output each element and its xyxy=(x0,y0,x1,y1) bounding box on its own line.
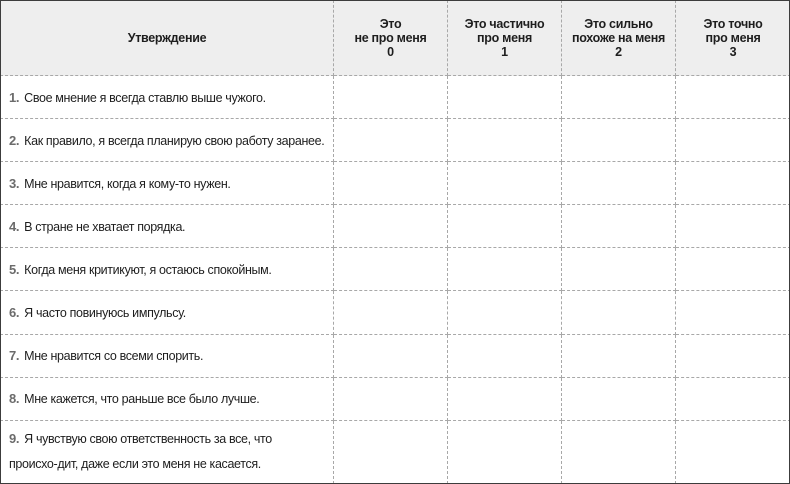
statement-text: Мне нравится, когда я кому-то нужен. xyxy=(24,176,231,191)
answer-cell-3[interactable] xyxy=(676,420,790,483)
statement-cell xyxy=(1,420,334,483)
statement-text: Мне нравится со всеми спорить. xyxy=(24,349,204,364)
table-row xyxy=(1,420,790,483)
statement-cell xyxy=(1,119,334,162)
answer-cell-2[interactable] xyxy=(562,334,676,377)
statement-cell xyxy=(1,334,334,377)
table-row xyxy=(1,119,790,162)
statement-cell xyxy=(1,248,334,291)
statement-cell xyxy=(1,291,334,334)
answer-cell-1[interactable] xyxy=(448,162,562,205)
statement-number: 1. xyxy=(9,89,20,105)
statement-number: 2. xyxy=(9,132,20,148)
answer-cell-1[interactable] xyxy=(448,377,562,420)
statement-cell xyxy=(1,76,334,119)
header-label: про меня xyxy=(705,31,761,45)
header-label: Это точно xyxy=(703,17,763,31)
statement-cell xyxy=(1,162,334,205)
header-label: Это частично xyxy=(464,17,545,31)
answer-cell-0[interactable] xyxy=(334,205,448,248)
table-row xyxy=(1,205,790,248)
statement-number: 3. xyxy=(9,175,20,191)
statement-text: Как правило, я всегда планирую свою работу заранее. xyxy=(24,133,325,148)
answer-cell-0[interactable] xyxy=(334,334,448,377)
answer-cell-0[interactable] xyxy=(334,162,448,205)
answer-cell-0[interactable] xyxy=(334,291,448,334)
answer-cell-3[interactable] xyxy=(676,334,790,377)
answer-cell-3[interactable] xyxy=(676,291,790,334)
answer-cell-1[interactable] xyxy=(448,334,562,377)
statement-text: В стране не хватает порядка. xyxy=(24,219,186,234)
statement-number: 6. xyxy=(9,305,20,321)
answer-cell-2[interactable] xyxy=(562,205,676,248)
answer-cell-2[interactable] xyxy=(562,76,676,119)
answer-cell-1[interactable] xyxy=(448,248,562,291)
table-row xyxy=(1,76,790,119)
table-row xyxy=(1,334,790,377)
header-col-1 xyxy=(448,1,562,76)
answer-cell-3[interactable] xyxy=(676,248,790,291)
statement-number: 7. xyxy=(9,348,20,364)
answer-cell-2[interactable] xyxy=(562,420,676,483)
answer-cell-1[interactable] xyxy=(448,291,562,334)
header-score: 2 xyxy=(615,45,622,59)
header-col-0 xyxy=(334,1,448,76)
answer-cell-2[interactable] xyxy=(562,119,676,162)
header-score: 1 xyxy=(501,45,508,59)
statement-text: Я часто повинуюсь импульсу. xyxy=(24,306,186,321)
table-row xyxy=(1,377,790,420)
table-row xyxy=(1,162,790,205)
statement-number: 5. xyxy=(9,261,20,277)
statement-text: Я чувствую свою ответственность за все, что происхо-дит, даже если это меня не касается. xyxy=(9,432,272,472)
header-row xyxy=(1,1,790,76)
statement-number: 9. xyxy=(9,431,20,447)
header-score: 0 xyxy=(387,45,394,59)
statement-text: Мне кажется, что раньше все было лучше. xyxy=(24,392,260,407)
answer-cell-0[interactable] xyxy=(334,119,448,162)
header-label: похоже на меня xyxy=(572,31,665,45)
statement-number: 8. xyxy=(9,391,20,407)
header-statement: Утверждение xyxy=(1,1,334,76)
header-col-3 xyxy=(676,1,790,76)
statement-text: Свое мнение я всегда ставлю выше чужого. xyxy=(24,90,266,105)
answer-cell-1[interactable] xyxy=(448,420,562,483)
answer-cell-1[interactable] xyxy=(448,205,562,248)
header-score: 3 xyxy=(729,45,737,59)
statement-text: Когда меня критикуют, я остаюсь спокойным. xyxy=(24,262,272,277)
answer-cell-3[interactable] xyxy=(676,205,790,248)
answer-cell-3[interactable] xyxy=(676,377,790,420)
table-row xyxy=(1,248,790,291)
statement-cell xyxy=(1,205,334,248)
header-col-2 xyxy=(562,1,676,76)
answer-cell-1[interactable] xyxy=(448,76,562,119)
header-label: Это xyxy=(379,17,402,31)
answer-cell-0[interactable] xyxy=(334,248,448,291)
statement-number: 4. xyxy=(9,218,20,234)
header-label: про меня xyxy=(477,31,532,45)
table-row xyxy=(1,291,790,334)
answer-cell-0[interactable] xyxy=(334,420,448,483)
header-label: не про меня xyxy=(354,31,427,45)
header-label: Это сильно xyxy=(584,17,653,31)
answer-cell-2[interactable] xyxy=(562,291,676,334)
answer-cell-2[interactable] xyxy=(562,162,676,205)
answer-cell-1[interactable] xyxy=(448,119,562,162)
answer-cell-3[interactable] xyxy=(676,162,790,205)
answer-cell-2[interactable] xyxy=(562,248,676,291)
answer-cell-0[interactable] xyxy=(334,377,448,420)
answer-cell-0[interactable] xyxy=(334,76,448,119)
answer-cell-2[interactable] xyxy=(562,377,676,420)
answer-cell-3[interactable] xyxy=(676,119,790,162)
answer-cell-3[interactable] xyxy=(676,76,790,119)
statement-cell xyxy=(1,377,334,420)
